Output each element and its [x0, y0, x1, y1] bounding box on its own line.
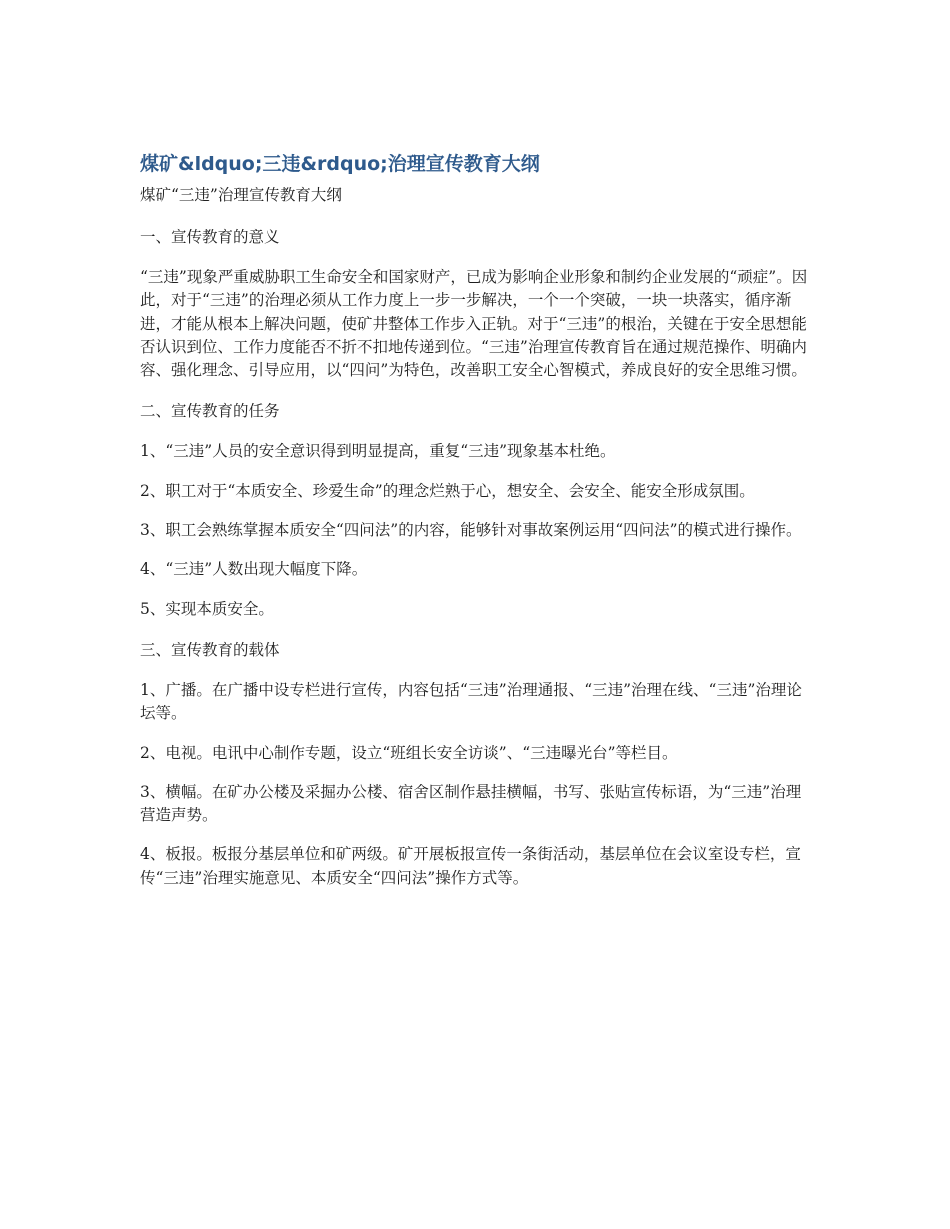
paragraph-meaning: “三违”现象严重威胁职工生命安全和国家财产，已成为影响企业形象和制约企业发展的“顽症”。因此，对于“三违”的治理必须从工作力度上一步一步解决，一个一个突破，一块一块落实，循序渐进，才能从根本上解决问题，使矿井整体工作步入正轨。对于“三违”的根治，关键在于安全思想能否认识到位、工作力度能否不折不扣地传递到位。“三违”治理宣传教育旨在通过规范操作、明确内容、强化理念、引导应用，以“四问”为特色，改善职工安全心智模式，养成良好的安全思维习惯。	[140, 268, 808, 380]
list-item-carrier-4: 4、板报。板报分基层单位和矿两级。矿开展板报宣传一条街活动，基层单位在会议室设专栏，宣传“三违”治理实施意见、本质安全“四问法”操作方式等。	[140, 845, 801, 887]
list-item-carrier-2: 2、电视。电讯中心制作专题，设立“班组长安全访谈”、“三违曝光台”等栏目。	[140, 743, 678, 762]
list-item-carrier-3: 3、横幅。在矿办公楼及采掘办公楼、宿舍区制作悬挂横幅，书写、张贴宣传标语，为“三违”治理营造声势。	[140, 782, 802, 825]
document-page	[140, 150, 812, 890]
list-item-task-2: 2、职工对于“本质安全、珍爱生命”的理念烂熟于心，想安全、会安全、能安全形成氛围。	[140, 481, 755, 500]
section-heading-tasks: 二、宣传教育的任务	[140, 402, 280, 421]
document-subtitle: 煤矿“三违”治理宣传教育大纲	[140, 186, 342, 204]
list-item-task-3: 3、职工会熟练掌握本质安全“四问法”的内容，能够针对事故案例运用“四问法”的模式进行操作。	[140, 521, 802, 540]
list-item-carrier-1: 1、广播。在广播中设专栏进行宣传，内容包括“三违”治理通报、“三违”治理在线、“三违”治理论坛等。	[140, 680, 802, 723]
document-title: 煤矿&ldquo;三违&rdquo;治理宣传教育大纲	[140, 153, 540, 175]
section-heading-carriers: 三、宣传教育的载体	[140, 640, 280, 659]
list-item-task-1: 1、“三违”人员的安全意识得到明显提高，重复“三违”现象基本杜绝。	[140, 442, 616, 461]
list-item-task-4: 4、“三违”人数出现大幅度下降。	[140, 560, 368, 579]
list-item-task-5: 5、实现本质安全。	[140, 599, 274, 618]
section-heading-meaning: 一、宣传教育的意义	[140, 228, 280, 246]
